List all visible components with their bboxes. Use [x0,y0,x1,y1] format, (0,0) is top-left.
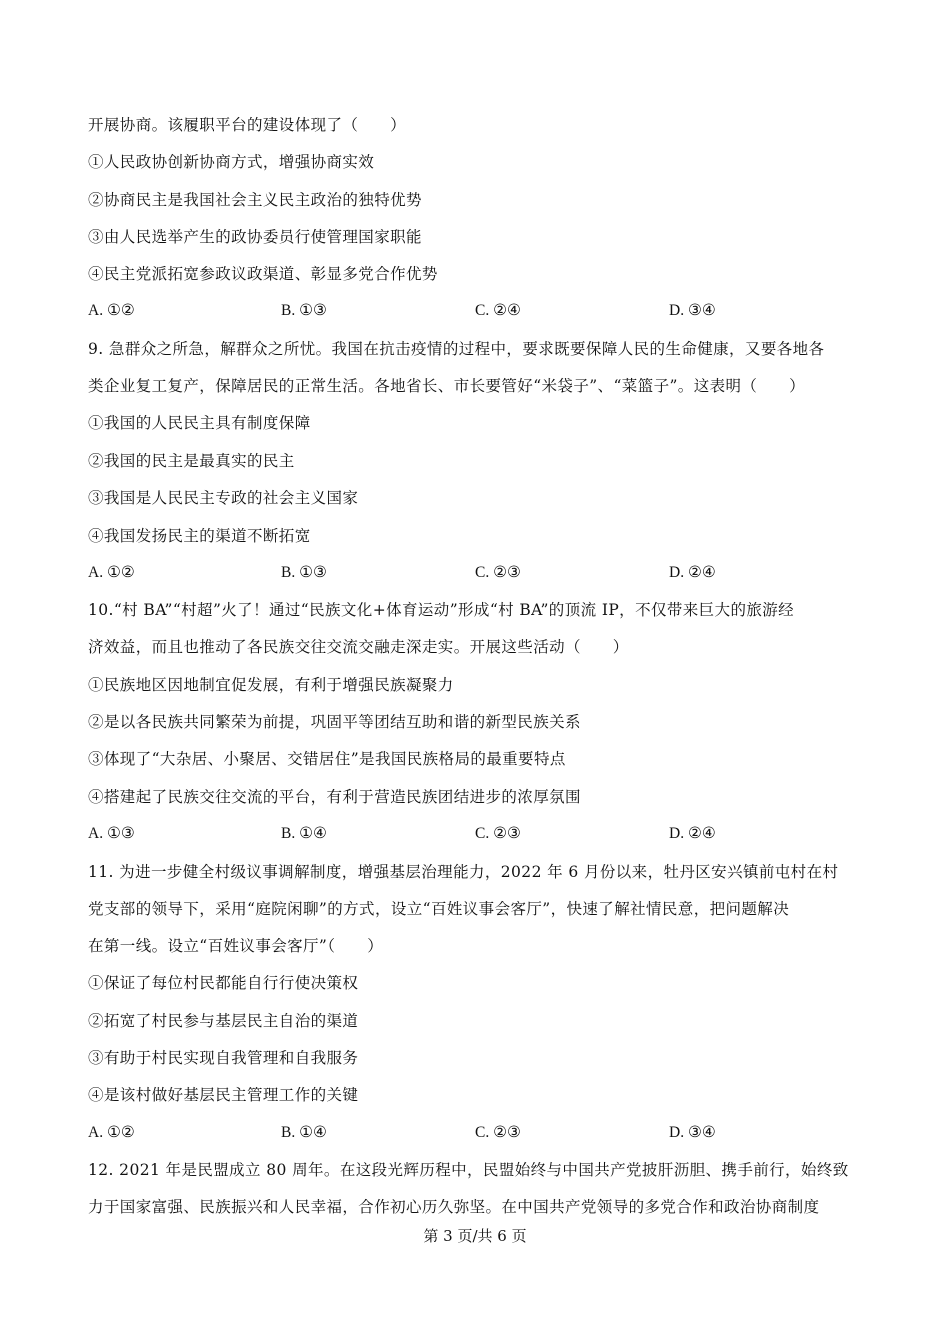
q11-stem-line-2: 党支部的领导下，采用“庭院闲聊”的方式，设立“百姓议事会客厅”，快速了解社情民意，把问题解决 [88,900,790,918]
q9-item-4: ④我国发扬民主的渠道不断拓宽 [88,527,311,545]
q9-options [88,563,888,583]
q11-option-a: A. ①② [88,1124,135,1141]
q9-option-b: B. ①③ [281,564,327,581]
q8-item-4: ④民主党派拓宽参政议政渠道、彰显多党合作优势 [88,265,438,283]
q11-item-3: ③有助于村民实现自我管理和自我服务 [88,1049,359,1067]
q10-option-b: B. ①④ [281,825,327,842]
q10-item-4: ④搭建起了民族交往交流的平台，有利于营造民族团结进步的浓厚氛围 [88,788,581,806]
q9-item-1: ①我国的人民民主具有制度保障 [88,414,311,432]
q8-item-1: ①人民政协创新协商方式，增强协商实效 [88,153,375,171]
q12-stem-line-2: 力于国家富强、民族振兴和人民幸福，合作初心历久弥坚。在中国共产党领导的多党合作和政治协商制度 [88,1198,820,1216]
q10-option-a: A. ①③ [88,825,135,842]
q9-stem-line-2: 类企业复工复产，保障居民的正常生活。各地省长、市长要管好“米袋子”、“菜篮子”。这表明（ ） [88,377,805,395]
q12-stem-line-1: 12. 2021 年是民盟成立 80 周年。在这段光辉历程中，民盟始终与中国共产党披肝沥胆、携手前行，始终致 [88,1161,849,1179]
q11-option-b: B. ①④ [281,1124,327,1141]
q9-item-2: ②我国的民主是最真实的民主 [88,452,295,470]
q9-item-3: ③我国是人民民主专政的社会主义国家 [88,489,359,507]
q11-stem-line-3: 在第一线。设立“百姓议事会客厅”（ ） [88,937,384,955]
q11-item-2: ②拓宽了村民参与基层民主自治的渠道 [88,1012,359,1030]
q8-option-d: D. ③④ [669,302,716,319]
q8-item-2: ②协商民主是我国社会主义民主政治的独特优势 [88,191,422,209]
q10-stem-line-1: 10.“村 BA”“村超”火了！通过“民族文化+体育运动”形成“村 BA”的顶流 IP，不仅带来巨大的旅游经 [88,601,795,619]
q8-option-c: C. ②④ [475,302,521,319]
q8-stem-tail: 开展协商。该履职平台的建设体现了（ ） [88,116,407,134]
q9-stem-line-1: 9. 急群众之所急，解群众之所忧。我国在抗击疫情的过程中，要求既要保障人民的生命健康，又要各地各 [88,340,825,358]
q11-item-1: ①保证了每位村民都能自行行使决策权 [88,974,359,992]
q10-option-d: D. ②④ [669,825,716,842]
q11-stem-line-1: 11. 为进一步健全村级议事调解制度，增强基层治理能力，2022 年 6 月份以来，牡丹区安兴镇前屯村在村 [88,863,839,881]
q10-item-1: ①民族地区因地制宜促发展，有利于增强民族凝聚力 [88,676,454,694]
q10-stem-line-2: 济效益，而且也推动了各民族交往交流交融走深走实。开展这些活动（ ） [88,638,629,656]
page-footer: 第 3 页/共 6 页 [423,1227,527,1245]
q10-option-c: C. ②③ [475,825,521,842]
q8-item-3: ③由人民选举产生的政协委员行使管理国家职能 [88,228,422,246]
q10-item-2: ②是以各民族共同繁荣为前提，巩固平等团结互助和谐的新型民族关系 [88,713,581,731]
q11-options [88,1123,888,1143]
q9-option-c: C. ②③ [475,564,521,581]
q8-option-b: B. ①③ [281,302,327,319]
q11-item-4: ④是该村做好基层民主管理工作的关键 [88,1086,359,1104]
q10-item-3: ③体现了“大杂居、小聚居、交错居住”是我国民族格局的最重要特点 [88,750,566,768]
q8-options [88,301,888,321]
q9-option-a: A. ①② [88,564,135,581]
q8-option-a: A. ①② [88,302,135,319]
q9-option-d: D. ②④ [669,564,716,581]
q10-options [88,824,888,844]
q11-option-d: D. ③④ [669,1124,716,1141]
q11-option-c: C. ②③ [475,1124,521,1141]
